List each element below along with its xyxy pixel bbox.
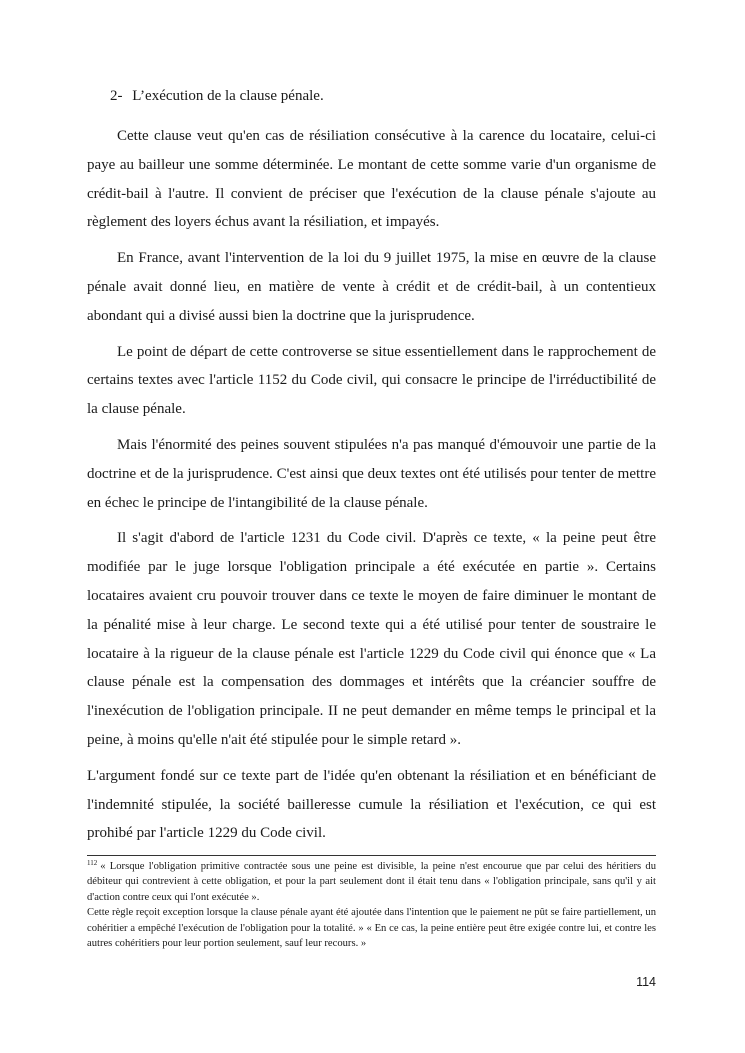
footnote-text: « Lorsque l'obligation primitive contractée sous une peine est divisible, la peine n'est encourue que par celui des héritiers du débiteur qui contrevient à cette obligation, et pour la part seulement dont il était tenu dans « l'obligation principale, sans qu'il y ait d'action contre ceux qui l'ont exécutée ». xyxy=(87,861,656,903)
section-number: 2- xyxy=(110,88,123,104)
body-text xyxy=(87,122,656,855)
footnote xyxy=(87,859,656,951)
section-heading xyxy=(110,86,324,106)
paragraph-3: Le point de départ de cette controverse se situe essentiellement dans le rapprochement de certains textes avec l'article 1152 du Code civil, qui consacre le principe de l'irréductibilité de la clause pénale. xyxy=(87,343,656,418)
paragraph-1: Cette clause veut qu'en cas de résiliation consécutive à la carence du locataire, celui-ci paye au bailleur une somme déterminée. Le montant de cette somme varie d'un organisme de crédit-bail à l'autre. Il convient de préciser que l'exécution de la clause pénale s'ajoute au règlement des loyers échus avant la résiliation, et impayés. xyxy=(87,128,656,231)
section-title: L’exécution de la clause pénale. xyxy=(132,88,324,104)
page-number: 114 xyxy=(636,975,656,989)
footnote-separator xyxy=(87,855,656,856)
paragraph-2: En France, avant l'intervention de la loi du 9 juillet 1975, la mise en œuvre de la clause pénale avait donné lieu, en matière de vente à crédit et de crédit-bail, à un contentieux abondant qui a divisé aussi bien la doctrine que la jurisprudence. xyxy=(87,250,656,324)
paragraph-4: Mais l'énormité des peines souvent stipulées n'a pas manqué d'émouvoir une partie de la doctrine et de la jurisprudence. C'est ainsi que deux textes ont été utilisés pour tenter de mettre en échec le principe de l'intangibilité de la clause pénale. xyxy=(87,436,656,511)
footnote-paragraph-2: Cette règle reçoit exception lorsque la clause pénale ayant été ajoutée dans l'intention que le paiement ne pût se faire partiellement, un cohéritier a empêché l'exécution de l'obligation pour la totalité. » « En ce cas, la peine entière peut être exigée contre lui, et contre les autres cohéritiers pour leur portion seulement, sauf leur recours. » xyxy=(87,907,656,950)
footnote-paragraph-1 xyxy=(87,859,656,905)
footnote-marker: 112 xyxy=(87,859,98,867)
paragraph-6: L'argument fondé sur ce texte part de l'idée qu'en obtenant la résiliation et en bénéficiant de l'indemnité stipulée, la société bailleresse cumule la résiliation et l'exécution, ce qui est prohibé par l'article 1229 du Code civil. xyxy=(87,767,656,842)
paragraph-5: Il s'agit d'abord de l'article 1231 du Code civil. D'après ce texte, « la peine peut être modifiée par le juge lorsque l'obligation principale a été exécutée en partie ». Certains locataires avaient cru pouvoir trouver dans ce texte le moyen de faire diminuer le montant de la pénalité mise à leur charge. Le second texte qui a été utilisé pour tenter de soustraire le locataire à la rigueur de la clause pénale est l'article 1229 du Code civil qui énonce que « La clause pénale est la compensation des dommages et intérêts que la créancier souffre de l'inexécution de l'obligation principale. II ne peut demander en même temps le principal et la peine, à moins qu'elle n'ait été stipulée pour le simple retard ». xyxy=(87,530,656,748)
